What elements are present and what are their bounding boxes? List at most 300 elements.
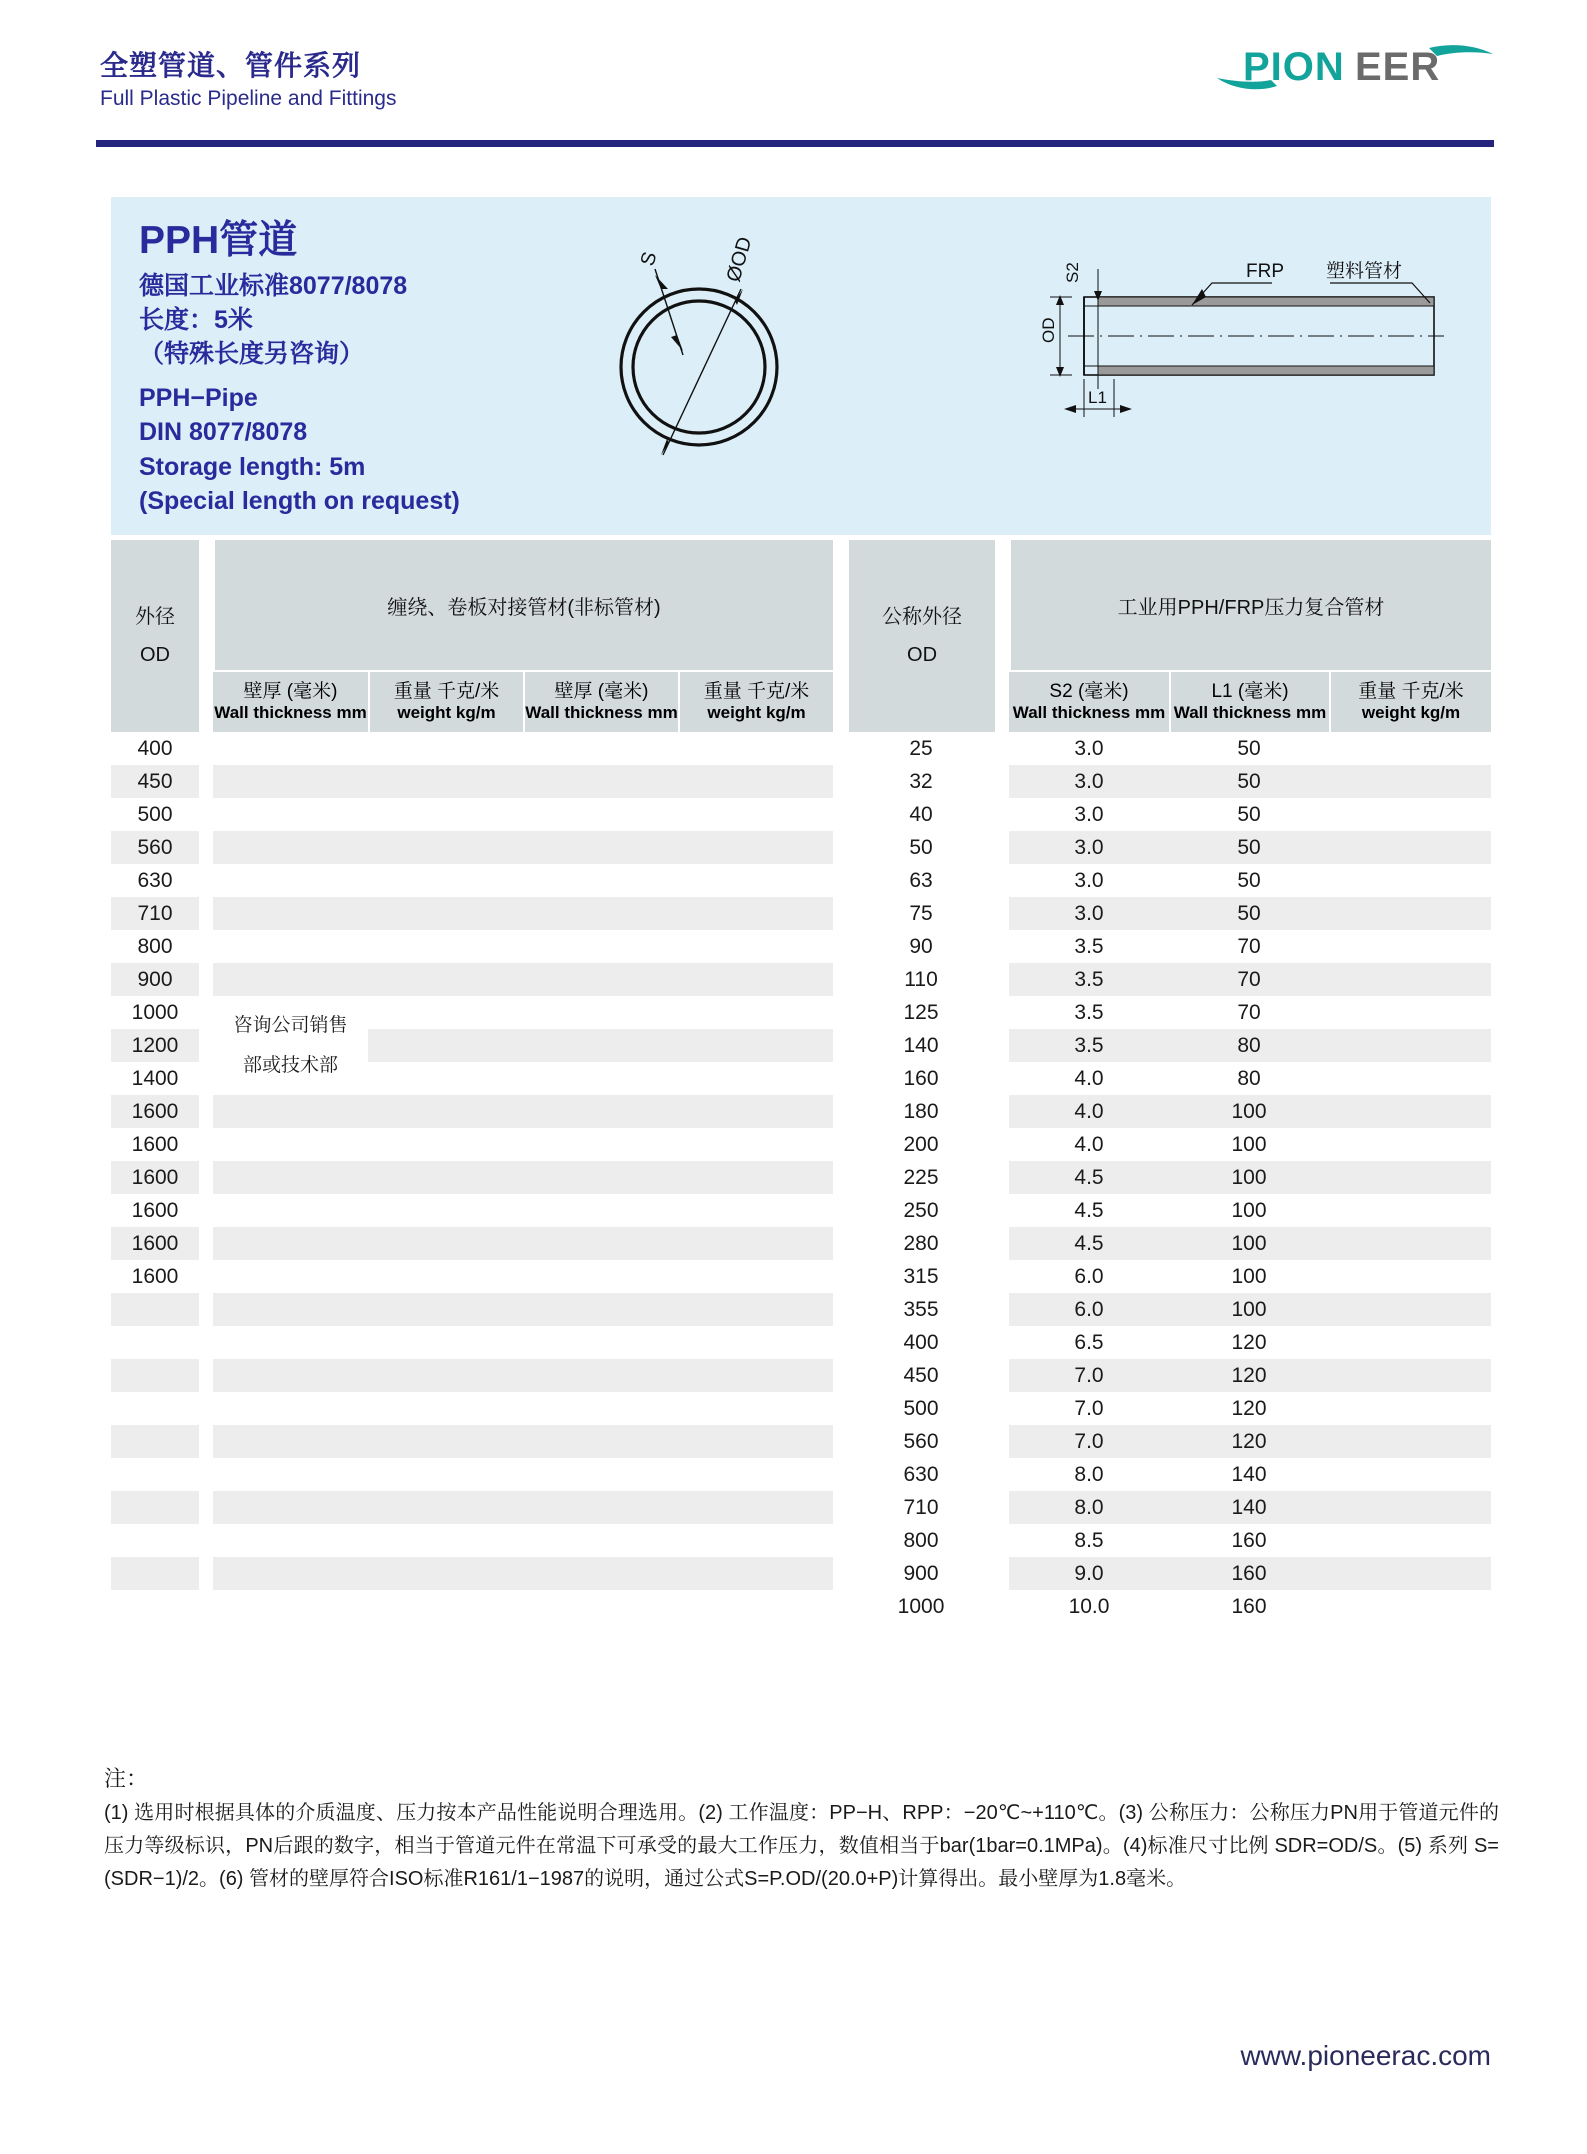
cell-l1: 70 [1169,963,1329,996]
cell-weight-a [368,1260,523,1293]
cell-s2: 7.0 [1009,1359,1169,1392]
row-spacer-3 [995,1392,1009,1425]
cell-weight-a [368,930,523,963]
cell-od-left: 1200 [111,1029,199,1062]
cell-od-left [111,1293,199,1326]
svg-text:塑料管材: 塑料管材 [1326,261,1403,282]
row-spacer-2 [833,897,847,930]
row-spacer-3 [995,1590,1009,1623]
banner-text-block [139,219,460,519]
subheader-s2: S2 (毫米) Wall thickness mm [1009,670,1169,732]
cell-wall-a [213,1260,368,1293]
cell-wall-b [523,1524,678,1557]
subheader-weight-right: 重量 千克/米 weight kg/m [1329,670,1491,732]
cell-s2: 3.0 [1074,868,1104,892]
cell-weight-a [368,897,523,930]
row-spacer-2 [833,765,847,798]
row-spacer-3 [995,1128,1009,1161]
row-spacer-2 [833,1590,847,1623]
cell-weight-b [678,996,833,1029]
cell-s2: 3.0 [1074,802,1104,826]
row-spacer-1 [199,765,213,798]
cell-l1: 120 [1231,1396,1267,1420]
consult-note-line-1: 咨询公司销售 [233,1014,348,1036]
cell-wall-a [213,1590,368,1623]
cell-od-right: 200 [903,1132,939,1156]
cell-weight-a [368,798,523,831]
row-spacer-1 [199,1425,213,1458]
table-row [111,765,1491,798]
cell-l1: 50 [1169,831,1329,864]
cell-od-right: 355 [903,1297,939,1321]
row-spacer-1 [199,732,213,765]
cell-l1: 100 [1169,1227,1329,1260]
row-spacer-1 [199,1260,213,1293]
cell-weight-right [1329,864,1491,897]
cell-weight-right [1329,1359,1491,1392]
cell-wall-b [523,963,678,996]
cell-s2: 3.0 [1074,736,1104,760]
cell-od-left: 800 [137,934,173,958]
od-left-cn: 外径 [135,606,175,628]
cell-od-left: 1600 [111,1095,199,1128]
cell-od-left: 450 [111,765,199,798]
row-spacer-1 [199,996,213,1029]
row-spacer-1 [199,1062,213,1095]
cell-weight-b [678,1227,833,1260]
cell-wall-a [213,1425,368,1458]
cell-od-right: 90 [909,934,933,958]
table-row [111,1227,1491,1260]
cell-weight-right [1329,1161,1491,1194]
row-spacer-2 [833,831,847,864]
cell-od-right: 50 [909,835,933,859]
cell-wall-b [523,1293,678,1326]
cell-weight-b [678,831,833,864]
cell-wall-a [213,1557,368,1590]
cell-weight-b [678,864,833,897]
cell-weight-b [678,1425,833,1458]
cell-od-right: 315 [903,1264,939,1288]
row-spacer-3 [995,963,1009,996]
cell-s2: 3.5 [1074,934,1104,958]
cell-weight-a [368,1194,523,1227]
cell-wall-a [213,1095,368,1128]
row-spacer-1 [199,1227,213,1260]
cell-weight-a [368,996,523,1029]
table-row [111,1194,1491,1227]
header-divider [96,140,1494,147]
svg-text:EER: EER [1355,45,1441,89]
row-spacer-3 [995,1458,1009,1491]
col-header-od-right [847,540,995,732]
cell-wall-b [523,864,678,897]
header-title-en: Full Plastic Pipeline and Fittings [100,87,397,110]
cell-s2: 8.0 [1074,1462,1104,1486]
row-spacer-1 [199,1326,213,1359]
cell-wall-a [213,765,368,798]
cell-wall-b [523,1557,678,1590]
cell-weight-right [1329,1425,1491,1458]
row-spacer-2 [833,798,847,831]
cell-l1: 50 [1237,736,1261,760]
cell-weight-b [678,1359,833,1392]
row-spacer-1 [199,798,213,831]
cell-wall-a [213,1227,368,1260]
banner-length-cn: 长度：5米 [139,305,253,334]
table-head [111,540,1491,732]
cell-s2: 7.0 [1074,1396,1104,1420]
row-spacer-2 [833,1557,847,1590]
row-spacer-3 [995,1293,1009,1326]
table-subheader-row [111,670,1491,732]
table-row [111,1524,1491,1557]
banner-product-en: PPH−Pipe [139,383,258,412]
cell-s2: 3.5 [1074,1000,1104,1024]
row-spacer-1 [199,963,213,996]
cell-s2: 4.0 [1074,1066,1104,1090]
row-spacer-1 [199,1128,213,1161]
banner-standard-en: DIN 8077/8078 [139,418,308,447]
cell-weight-right [1329,996,1491,1029]
group-header-nonstandard: 缠绕、卷板对接管材(非标管材) [213,540,833,670]
cell-weight-b [678,1491,833,1524]
row-spacer-3 [995,1194,1009,1227]
cell-wall-b [523,1194,678,1227]
cell-weight-a [368,1557,523,1590]
cell-od-left: 900 [111,963,199,996]
cell-s2: 10.0 [1068,1594,1110,1618]
cell-weight-b [678,765,833,798]
cell-wall-b [523,732,678,765]
row-spacer-2 [833,1029,847,1062]
row-spacer-3 [995,930,1009,963]
spacer-col-3 [995,540,1009,732]
cell-l1: 120 [1231,1330,1267,1354]
cell-od-right: 75 [909,901,933,925]
cell-od-right: 32 [909,769,933,793]
cell-weight-right [1329,1095,1491,1128]
table-row [111,1293,1491,1326]
row-spacer-3 [995,1326,1009,1359]
cell-weight-b [678,1458,833,1491]
cell-weight-a [368,1029,523,1062]
table-row [111,1359,1491,1392]
cell-wall-b [523,1227,678,1260]
cell-l1: 160 [1231,1594,1267,1618]
cell-weight-b [678,1326,833,1359]
header-title-cn: 全塑管道、管件系列 [100,50,362,81]
cell-weight-b [678,1590,833,1623]
row-spacer-1 [199,1458,213,1491]
cell-od-right: 140 [903,1033,939,1057]
cell-weight-right [1329,831,1491,864]
row-spacer-1 [199,1392,213,1425]
row-spacer-1 [199,1194,213,1227]
cell-od-left: 630 [137,868,173,892]
cell-od-right: 250 [903,1198,939,1222]
row-spacer-1 [199,1557,213,1590]
row-spacer-3 [995,1491,1009,1524]
pioneer-logo-icon [1215,38,1495,100]
cell-s2: 3.0 [1009,831,1169,864]
row-spacer-1 [199,1161,213,1194]
row-spacer-2 [833,996,847,1029]
cell-od-left [111,1392,199,1425]
cell-weight-right [1329,930,1491,963]
cell-weight-b [678,1062,833,1095]
cell-wall-a [213,1458,368,1491]
cell-od-left: 1600 [131,1198,179,1222]
cell-l1: 50 [1237,868,1261,892]
row-spacer-3 [995,1029,1009,1062]
table-row [111,963,1491,996]
pipe-cross-section-diagram [591,227,811,482]
od-left-en: OD [140,644,170,666]
svg-text:S: S [636,249,662,269]
cell-s2: 8.5 [1074,1528,1104,1552]
table-row [111,1260,1491,1293]
cell-od-left [111,1425,199,1458]
table-row [111,1590,1491,1623]
cell-weight-a [368,732,523,765]
cell-od-right: 280 [903,1231,939,1255]
cell-weight-right [1329,1227,1491,1260]
cell-od-right: 110 [904,967,938,991]
cell-wall-b [523,897,678,930]
cell-weight-b [678,1260,833,1293]
cell-s2: 4.5 [1074,1198,1104,1222]
cell-l1: 80 [1237,1066,1261,1090]
cell-s2: 4.5 [1009,1161,1169,1194]
cell-weight-b [678,1557,833,1590]
row-spacer-3 [995,1557,1009,1590]
cell-s2: 9.0 [1009,1557,1169,1590]
cell-od-left: 710 [111,897,199,930]
cell-l1: 160 [1231,1528,1267,1552]
cell-wall-b [523,1029,678,1062]
cell-wall-a [213,1491,368,1524]
cell-wall-a [213,831,368,864]
cell-od-left: 1600 [131,1264,179,1288]
cell-s2: 6.5 [1074,1330,1104,1354]
cell-weight-right [1329,1392,1491,1425]
cell-wall-b [523,1326,678,1359]
notes-title: 注： [104,1766,149,1791]
cell-weight-a [368,1128,523,1161]
longitudinal-section-icon [1026,239,1446,439]
cell-weight-right [1329,1326,1491,1359]
row-spacer-2 [833,1425,847,1458]
od-right-en: OD [907,644,938,666]
cell-weight-a [368,1161,523,1194]
cell-od-right: 225 [903,1165,939,1189]
row-spacer-3 [995,1095,1009,1128]
svg-text:L1: L1 [1088,388,1107,407]
cell-l1: 100 [1231,1198,1267,1222]
cell-wall-b [523,1128,678,1161]
cell-od-left [111,1590,199,1623]
cell-weight-right [1329,798,1491,831]
row-spacer-1 [199,1590,213,1623]
row-spacer-2 [833,1293,847,1326]
cell-od-right: 710 [903,1495,939,1519]
cell-od-left: 1000 [131,1000,179,1024]
cell-od-left: 500 [137,802,173,826]
cell-weight-right [1329,1524,1491,1557]
row-spacer-3 [995,1260,1009,1293]
cell-l1: 160 [1169,1557,1329,1590]
cell-s2: 3.5 [1009,963,1169,996]
row-spacer-2 [833,1194,847,1227]
row-spacer-3 [995,1161,1009,1194]
cell-l1: 70 [1237,934,1261,958]
cell-od-left: 1600 [111,1227,199,1260]
table-row [111,798,1491,831]
banner-heading: PPH管道 [139,219,298,262]
cell-weight-b [678,732,833,765]
row-spacer-1 [199,1293,213,1326]
row-spacer-2 [833,1128,847,1161]
cell-weight-b [678,1161,833,1194]
cell-weight-right [1329,1491,1491,1524]
row-spacer-1 [199,864,213,897]
cell-od-left [111,1359,199,1392]
cell-od-right: 800 [903,1528,939,1552]
row-spacer-2 [833,1326,847,1359]
row-spacer-3 [995,1425,1009,1458]
row-spacer-2 [833,1095,847,1128]
cell-weight-right [1329,1260,1491,1293]
cell-od-right: 900 [903,1561,939,1585]
cell-weight-right [1329,1293,1491,1326]
row-spacer-3 [995,897,1009,930]
cell-wall-b [523,1491,678,1524]
cell-wall-b [523,831,678,864]
cell-weight-a [368,1590,523,1623]
group-header-pph-frp: 工业用PPH/FRP压力复合管材 [1009,540,1491,670]
cell-od-right: 400 [903,1330,939,1354]
cell-l1: 140 [1231,1462,1267,1486]
row-spacer-2 [833,864,847,897]
cell-l1: 100 [1231,1264,1267,1288]
cell-s2: 4.5 [1009,1227,1169,1260]
cell-wall-b [523,1392,678,1425]
cell-weight-right [1329,1128,1491,1161]
cell-l1: 70 [1237,1000,1261,1024]
cell-weight-right [1329,1194,1491,1227]
specification-table-wrapper [111,540,1491,1623]
table-row [111,1458,1491,1491]
table-body [111,732,1491,1623]
cell-wall-b [523,1590,678,1623]
row-spacer-3 [995,765,1009,798]
row-spacer-3 [995,1062,1009,1095]
cell-s2: 4.0 [1074,1132,1104,1156]
subheader-l1: L1 (毫米) Wall thickness mm [1169,670,1329,732]
row-spacer-3 [995,996,1009,1029]
row-spacer-1 [199,1524,213,1557]
cell-wall-a [213,732,368,765]
table-row [111,1326,1491,1359]
footer-website-url[interactable]: www.pioneerac.com [1240,2040,1491,2071]
row-spacer-2 [833,963,847,996]
row-spacer-2 [833,732,847,765]
svg-text:S2: S2 [1063,262,1082,283]
cell-weight-right [1329,1062,1491,1095]
cell-wall-a [213,1293,368,1326]
cell-wall-a [213,897,368,930]
subheader-weight-a: 重量 千克/米 weight kg/m [368,670,523,732]
banner-length-en: Storage length: 5m [139,452,366,481]
row-spacer-1 [199,930,213,963]
cell-weight-b [678,1095,833,1128]
cell-wall-b [523,1425,678,1458]
table-row [111,1128,1491,1161]
cell-weight-b [678,897,833,930]
col-header-od-left [111,540,199,732]
table-row [111,1161,1491,1194]
cell-weight-right [1329,732,1491,765]
cell-weight-a [368,1392,523,1425]
cell-od-left [111,1524,199,1557]
header-titles [100,48,396,112]
cell-weight-a [368,1227,523,1260]
cell-od-right: 160 [903,1066,939,1090]
cell-s2: 3.0 [1009,765,1169,798]
row-spacer-1 [199,1095,213,1128]
notes-body: (1) 选用时根据具体的介质温度、压力按本产品性能说明合理选用。(2) 工作温度：PP−H、RPP：−20℃~+110℃。(3) 公称压力：公称压力PN用于管道元件的压力等级标识，PN后跟的数字，相当于管道元件在常温下可承受的最大工作压力，数值相当于bar(1bar=0.1MPa)。(4)标准尺寸比例 SDR=OD/S。(5) 系列 S=(SDR−1)/2。(6) 管材的壁厚符合ISO标准R161/1−1987的说明，通过公式S=P.OD/(20.0+P)计算得出。最小壁厚为1.8毫米。 [104,1802,1499,1891]
product-banner [111,197,1491,535]
cell-l1: 120 [1169,1425,1329,1458]
cell-od-right: 1000 [897,1594,945,1618]
table-row [111,1425,1491,1458]
cell-od-left [111,1326,199,1359]
cell-wall-a [213,1128,368,1161]
row-spacer-3 [995,1359,1009,1392]
cell-weight-a [368,1062,523,1095]
cell-weight-b [678,963,833,996]
cell-weight-a [368,831,523,864]
cell-od-left: 1400 [131,1066,179,1090]
row-spacer-2 [833,930,847,963]
cell-od-left [111,1557,199,1590]
cell-od-left: 400 [137,736,173,760]
cell-wall-b [523,1458,678,1491]
cell-l1: 80 [1169,1029,1329,1062]
cell-weight-right [1329,765,1491,798]
cell-weight-b [678,798,833,831]
table-row [111,930,1491,963]
cell-od-right: 125 [903,1000,939,1024]
row-spacer-2 [833,1227,847,1260]
cell-weight-a [368,1359,523,1392]
cell-weight-b [678,1194,833,1227]
cell-wall-b [523,1161,678,1194]
cell-wall-b [523,765,678,798]
cell-wall-a [213,798,368,831]
row-spacer-2 [833,1161,847,1194]
svg-text:OD: OD [1039,317,1058,343]
banner-length-note-en: (Special length on request) [139,487,460,516]
cell-weight-b [678,1392,833,1425]
cell-s2: 6.0 [1009,1293,1169,1326]
row-spacer-3 [995,831,1009,864]
pipe-longitudinal-diagram [1026,239,1446,444]
row-spacer-3 [995,1524,1009,1557]
cell-wall-b [523,1095,678,1128]
cell-weight-right [1329,963,1491,996]
